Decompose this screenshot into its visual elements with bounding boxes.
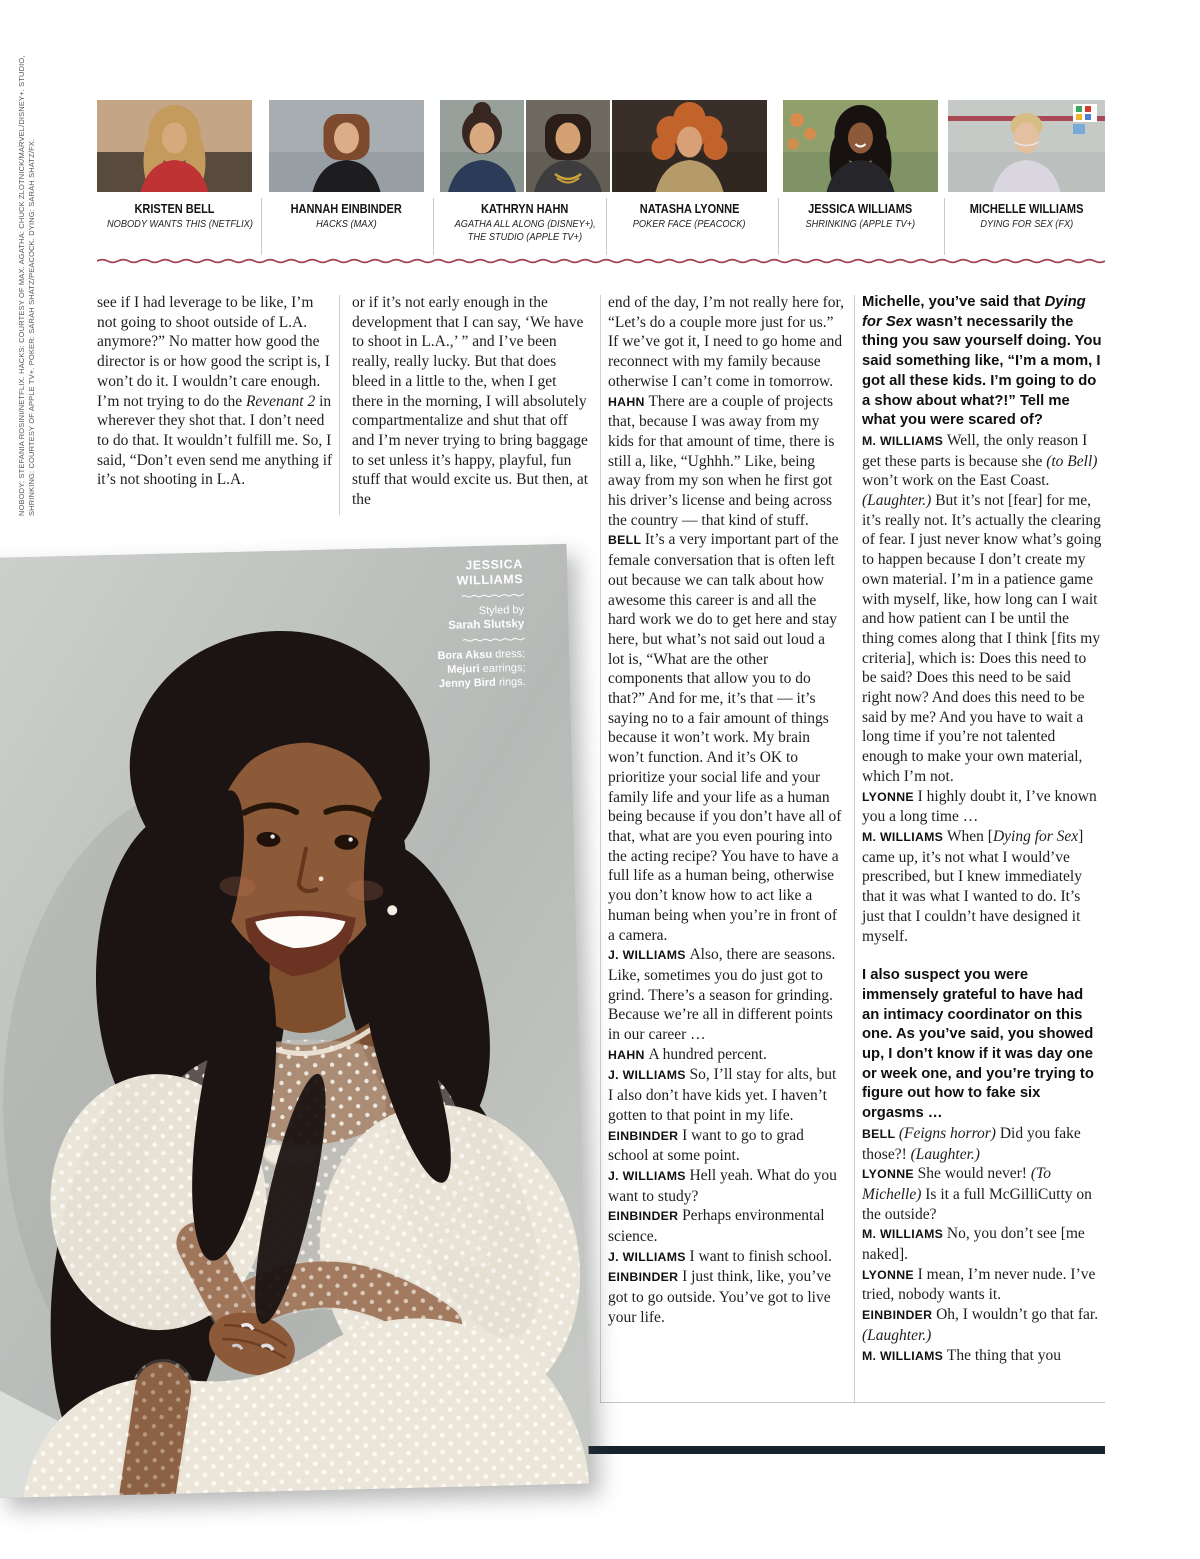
- text-run: ] came up, it’s not what I would’ve prescribed, but I knew immediately that it was what I wanted to do. It’s just that I couldn’t have designed it myself.: [862, 827, 1084, 945]
- text-run: So, I’ll stay for alts, but I also don’t have kids yet. I haven’t gotten to that point in my life.: [608, 1066, 837, 1124]
- speaker-tag: LYONNE: [862, 1167, 918, 1182]
- text-run: I highly doubt it, I’ve known you a long time …: [862, 787, 1097, 826]
- text-run: Oh, I wouldn’t go that far.: [936, 1306, 1099, 1324]
- text-run: No, you don’t see [me naked].: [862, 1225, 1085, 1264]
- cast-photo-art: [612, 100, 767, 192]
- credit-line: NOBODY: STEFANIA ROSINI/NETFLIX. HACKS: COURTESY OF MAX. AGATHA: CHUCK ZLOTNICK/MARVEL/DISNEY+. STUDIO,: [17, 55, 26, 516]
- text-run: I also suspect you were immensely grateful to have had an intimacy coordinator on this one. As you’ve said, you showed up, I don’t know if it was day one or week one, and you’re trying to figure out how to fake six orgasms …: [862, 967, 1094, 1122]
- cast-divider: [261, 198, 262, 255]
- text-run: Is it a full McGilliCutty on the outside?: [862, 1185, 1092, 1223]
- caption-subject-line: JESSICA: [465, 556, 524, 573]
- text-run: or if it’s not early enough in the development that I can say, ‘We have to shoot in L.A.,’ ” and I’ve been really, really lucky. But that does bleed in a little to the, when I get there in the morning, I will absolutely compartmentalize and shut that off and I’m never trying to bring baggage to set unless it’s happy, playful, fun stuff that would excite us. But then, at the: [352, 294, 589, 509]
- cast-divider: [944, 198, 945, 255]
- speaker-tag: M. WILLIAMS: [862, 1227, 947, 1242]
- wavy-divider-art: [97, 255, 1105, 267]
- speaker-tag: J. WILLIAMS: [608, 1168, 690, 1183]
- cast-credit-text: THE STUDIO (APPLE TV+): [467, 231, 583, 243]
- speaker-tag: M. WILLIAMS: [862, 433, 947, 448]
- text-run: Did you fake those?!: [862, 1124, 1081, 1163]
- caption-subject: [435, 557, 523, 589]
- caption-subject-line: WILLIAMS: [456, 571, 524, 588]
- cast-credit: [269, 218, 424, 231]
- cast-photo-art: [269, 100, 424, 192]
- cast-divider: [606, 198, 607, 255]
- caption-credits: [437, 647, 526, 691]
- caption-wave-divider: [436, 592, 524, 600]
- speaker-tag: LYONNE: [862, 789, 918, 804]
- cast-cell-natasha-lyonne: [612, 100, 767, 231]
- interview-answer: [862, 1346, 1102, 1367]
- text-run: But it’s not [fear] for me, it’s really not. It’s actually the clearing of fear. I just never know what’s going to happen because I don’t create my own material. I’m in a patience game with myself, like, how long can I wait and how patient can I be until the thing comes along that I think [fits my criteria], which is: Does this need to be said? Does this need to be said right now? And does this need to be said by me? And you have to wait a long time if you’re not talented enough to make your own material, which I’m not.: [862, 492, 1102, 785]
- interview-answer: [97, 293, 334, 490]
- text-run: Mejuri: [447, 663, 480, 676]
- text-run: dress;: [491, 647, 526, 661]
- article-column-4: [862, 293, 1102, 1366]
- text-run: (Laughter.): [910, 1145, 980, 1163]
- interview-answer: [862, 1224, 1102, 1264]
- column-rule: [600, 295, 601, 1402]
- text-run: end of the day, I’m not really here for, “Let’s do a couple more just for us.” If we’ve got it, I need to go home and reconnect with my family because otherwise I can’t come in tomorrow.: [608, 294, 844, 390]
- interview-answer: [608, 1267, 845, 1327]
- speaker-tag: HAHN: [608, 394, 649, 409]
- caption-credit-line: [438, 675, 526, 691]
- cast-credit: [783, 218, 938, 231]
- speaker-tag: LYONNE: [862, 1267, 918, 1282]
- interview-answer: [608, 1206, 845, 1246]
- cast-cell-jessica-williams: [783, 100, 938, 231]
- cast-name: [612, 202, 767, 216]
- interview-answer: [608, 1065, 845, 1125]
- speaker-tag: M. WILLIAMS: [862, 1348, 947, 1363]
- text-run: Dying for Sex: [862, 294, 1086, 330]
- article-column-2: [352, 293, 589, 510]
- text-run: earrings;: [479, 661, 526, 676]
- cast-photo-art: [948, 100, 1105, 192]
- speaker-tag: EINBINDER: [608, 1128, 683, 1143]
- cast-credit-text: SHRINKING (APPLE TV+): [805, 218, 916, 230]
- text-run: I want to go to grad school at some point.: [608, 1126, 804, 1165]
- interview-question: [862, 293, 1102, 431]
- cast-name-text: JESSICA WILLIAMS: [808, 202, 913, 216]
- article-column-1: [97, 293, 334, 490]
- text-run: wasn’t necessarily the thing you saw yourself doing. You said something like, “I’m a mom, I got all these kids. I’m going to do a show about what?!” Tell me what you were scared of?: [862, 313, 1102, 429]
- text-run: It’s a very important part of the female conversation that is often left out because we can talk about how awesome this career is and all the hard work we do to get here and stay here, but what’s not said out loud a lot is, “What are the other components that allow you to do that?” And for me, it’s that — it’s saying no to a fair amount of things because it won’t work. My brain won’t function. And it’s OK to prioritize your social life and your family life and your life as a human being because if you don’t have all of that, what are you even pouring into the acting recipe? You have to have a full life as a human being, otherwise you don’t know how to act like a human being when you’re in front of a camera.: [608, 531, 842, 944]
- interview-answer: [608, 1166, 845, 1206]
- interview-answer: [862, 1265, 1102, 1305]
- interview-answer: [608, 1045, 845, 1066]
- caption-wave-divider: [437, 636, 525, 644]
- text-run: There are a couple of projects that, because I was away from my kids for that amount of time, there is still a, like, “Ughhh.” Like, being away from my son when he first got his driver’s license and being across the country — that kind of stuff.: [608, 392, 835, 529]
- speaker-tag: EINBINDER: [862, 1308, 937, 1323]
- photo-caption: [435, 557, 526, 691]
- cast-credit-text: DYING FOR SEX (FX): [980, 218, 1073, 230]
- text-run: (Laughter.): [862, 1326, 932, 1344]
- column-rule: [339, 295, 340, 515]
- speaker-tag: M. WILLIAMS: [862, 829, 947, 844]
- text-run: won’t work on the East Coast.: [862, 472, 1050, 490]
- interview-answer: [608, 945, 845, 1045]
- cast-photo: [440, 100, 610, 192]
- cast-credit-text: POKER FACE (PEACOCK): [633, 218, 746, 230]
- text-run: Perhaps environmental science.: [608, 1207, 825, 1246]
- interview-answer: [608, 392, 845, 531]
- styled-by-label: Styled by: [478, 603, 525, 618]
- interview-answer: [608, 1126, 845, 1166]
- cast-credit-text: NOBODY WANTS THIS (NETFLIX): [106, 218, 253, 230]
- cast-photo-art: [526, 100, 610, 192]
- cast-cell-kathryn-hahn: [440, 100, 610, 244]
- text-run: Dying for Sex: [992, 827, 1079, 845]
- text-run: A hundred percent.: [648, 1045, 767, 1063]
- cast-name-text: MICHELLE WILLIAMS: [969, 202, 1084, 216]
- interview-answer: [608, 293, 845, 392]
- text-run: She would never!: [917, 1165, 1031, 1183]
- text-run: Jenny Bird: [438, 676, 496, 691]
- cast-name: [948, 202, 1105, 216]
- jessica-williams-photo: [0, 544, 589, 1498]
- cast-credit-text: AGATHA ALL ALONG (DISNEY+),: [454, 218, 596, 230]
- text-run: in wherever they shot that. I don’t need to do that. It wouldn’t fulfill me. So, I said, “Don’t even send me anything if it’s not shooting in L.A.: [97, 392, 333, 489]
- cast-photo: [97, 100, 252, 192]
- cast-name: [269, 202, 424, 216]
- cast-name-text: NATASHA LYONNE: [639, 202, 740, 216]
- wavy-divider: [97, 254, 1105, 272]
- cast-cell-hannah-einbinder: [269, 100, 424, 231]
- text-run: When [: [946, 827, 993, 845]
- text-run: I want to finish school.: [689, 1247, 832, 1265]
- cast-photo: [269, 100, 424, 192]
- bottom-hairline: [600, 1402, 1105, 1403]
- cast-photo-art: [783, 100, 938, 192]
- speaker-tag: J. WILLIAMS: [608, 1068, 690, 1083]
- cast-credit: [97, 218, 252, 231]
- text-run: Also, there are seasons. Like, sometimes you do just got to grind. There’s a season for grinding. Because we’re all in different points in our career …: [608, 946, 836, 1044]
- cast-credit: [948, 218, 1105, 231]
- text-run: Bora Aksu: [437, 648, 493, 663]
- cast-cell-kristen-bell: [97, 100, 252, 231]
- text-run: (Feigns horror): [898, 1124, 996, 1142]
- caption-wave-art: [463, 636, 525, 644]
- cast-credit: [440, 218, 610, 244]
- interview-answer: [862, 1124, 1102, 1164]
- cast-cell-michelle-williams: [948, 100, 1105, 231]
- text-run: I mean, I’m never nude. I’ve tried, nobody wants it.: [862, 1265, 1096, 1304]
- speaker-tag: BELL: [608, 533, 645, 548]
- speaker-tag: BELL: [862, 1126, 899, 1141]
- cast-name: [97, 202, 252, 216]
- text-run: The thing that you: [946, 1346, 1061, 1364]
- speaker-tag: J. WILLIAMS: [608, 948, 690, 963]
- text-run: (Laughter.): [862, 492, 932, 510]
- cast-name: [783, 202, 938, 216]
- cast-photo: [948, 100, 1105, 192]
- photo-credits-vertical: [17, 55, 36, 516]
- interview-answer: [608, 1247, 845, 1268]
- text-run: see if I had leverage to be like, I’m not going to shoot outside of L.A. anymore?” No matter how good the director is or how good the script is, I won’t do it. I wouldn’t care enough. I’m not trying to do the: [97, 294, 330, 410]
- caption-stylist: [436, 603, 524, 633]
- article-column-3: [608, 293, 845, 1328]
- interview-answer: [352, 293, 589, 510]
- text-run: rings.: [495, 675, 526, 689]
- interview-answer: [862, 1164, 1102, 1224]
- text-run: (to Bell): [1046, 452, 1098, 470]
- stylist-name: Sarah Slutsky: [448, 617, 525, 632]
- text-run: Hell yeah. What do you want to study?: [608, 1166, 837, 1205]
- speaker-tag: EINBINDER: [608, 1209, 683, 1224]
- interview-answer: [862, 431, 1102, 787]
- cast-divider: [778, 198, 779, 255]
- cast-name-text: KATHRYN HAHN: [481, 202, 569, 216]
- text-run: Well, the only reason I get these parts is because she: [862, 431, 1088, 470]
- cast-photo: [783, 100, 938, 192]
- text-run: Michelle, you’ve said that: [862, 294, 1045, 310]
- cast-photo-art: [440, 100, 524, 192]
- interview-answer: [608, 530, 845, 945]
- credit-line: SHRINKING: COURTESY OF APPLE TV+. POKER: SARAH SHATZ/PEACOCK. DYING: SARAH SHATZ/FX.: [26, 138, 36, 516]
- interview-question: [862, 966, 1102, 1124]
- caption-wave-art: [462, 592, 524, 600]
- interview-answer: [862, 1305, 1102, 1345]
- cast-credit-text: HACKS (MAX): [316, 218, 377, 230]
- text-run: I just think, like, you’ve got to go outside. You’ve got to live your life.: [608, 1268, 832, 1326]
- speaker-tag: HAHN: [608, 1047, 649, 1062]
- interview-answer: [862, 787, 1102, 827]
- cast-credit: [612, 218, 767, 231]
- column-rule: [854, 295, 855, 1402]
- speaker-tag: J. WILLIAMS: [608, 1249, 690, 1264]
- cast-divider: [433, 198, 434, 255]
- cast-name: [440, 202, 610, 216]
- cast-name-text: KRISTEN BELL: [134, 202, 215, 216]
- text-run: Revenant 2: [245, 392, 316, 410]
- text-run: (To Michelle): [862, 1165, 1051, 1203]
- cast-name-text: HANNAH EINBINDER: [290, 202, 403, 216]
- interview-answer: [862, 827, 1102, 946]
- cast-photo-art: [97, 100, 252, 192]
- speaker-tag: EINBINDER: [608, 1270, 683, 1285]
- cast-photo: [612, 100, 767, 192]
